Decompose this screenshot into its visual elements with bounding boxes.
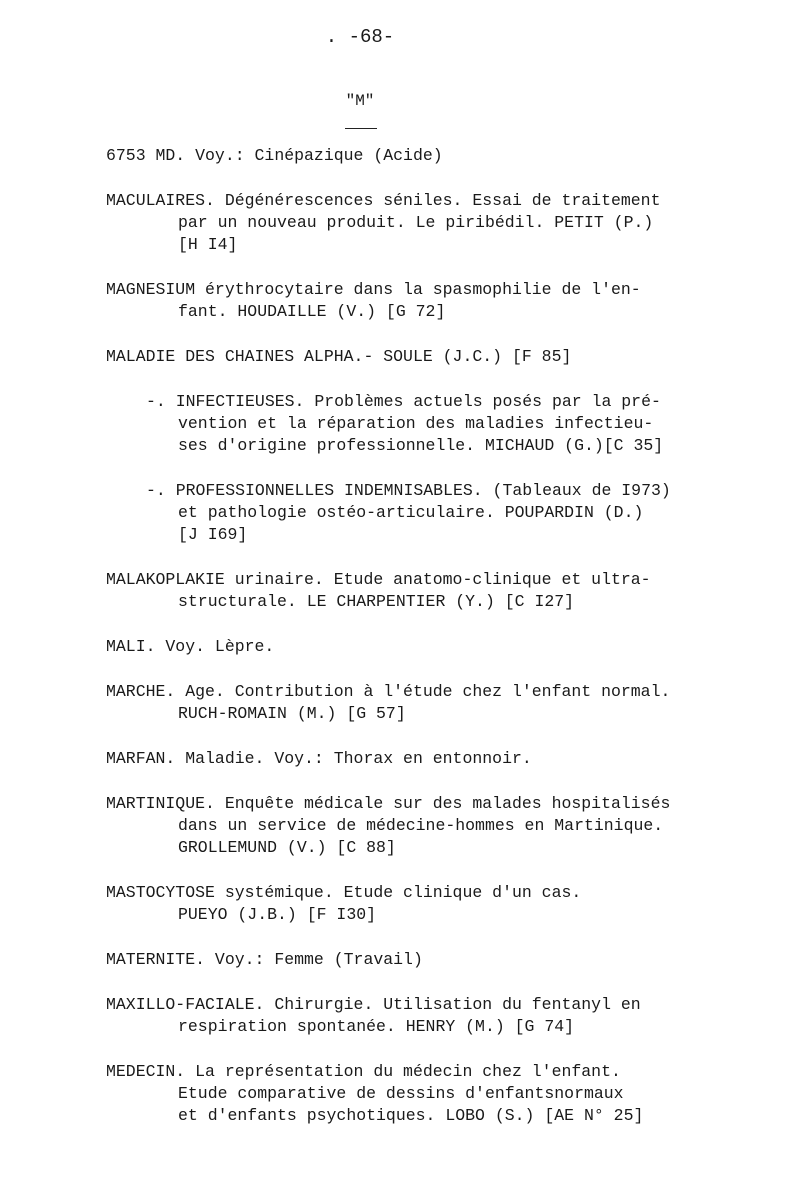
index-subentry-infectieuses: [106, 391, 726, 457]
entry-line: vention et la réparation des maladies infectieu-: [178, 414, 654, 433]
entry-line: MAGNESIUM érythrocytaire dans la spasmophilie de l'en-: [106, 280, 641, 299]
page-number: . -68-: [325, 26, 395, 48]
entry-line: -. PROFESSIONNELLES INDEMNISABLES. (Tableaux de I973): [146, 481, 671, 500]
index-entry-malakoplakie: [106, 569, 726, 613]
entry-line: MEDECIN. La représentation du médecin chez l'enfant.: [106, 1062, 621, 1081]
entry-line: MARFAN. Maladie. Voy.: Thorax en entonnoir.: [106, 749, 532, 768]
entry-line: Etude comparative de dessins d'enfantsnormaux: [178, 1084, 624, 1103]
entry-line: MALADIE DES CHAINES ALPHA.- SOULE (J.C.) [F 85]: [106, 347, 572, 366]
entry-line: MACULAIRES. Dégénérescences séniles. Essai de traitement: [106, 191, 661, 210]
entry-line: MAXILLO-FACIALE. Chirurgie. Utilisation du fentanyl en: [106, 995, 641, 1014]
entry-line: PUEYO (J.B.) [F I30]: [178, 905, 377, 924]
entry-line: et pathologie ostéo-articulaire. POUPARDIN (D.): [178, 503, 644, 522]
index-entry-maxillo-faciale: [106, 994, 726, 1038]
index-entry-maternite: [106, 949, 726, 971]
entry-line: [H I4]: [178, 235, 238, 254]
entry-line: 6753 MD. Voy.: Cinépazique (Acide): [106, 146, 443, 165]
entry-line: ses d'origine professionnelle. MICHAUD (G.)[C 35]: [178, 436, 664, 455]
entry-line: MARCHE. Age. Contribution à l'étude chez l'enfant normal.: [106, 682, 671, 701]
entry-line: et d'enfants psychotiques. LOBO (S.) [AE N° 25]: [178, 1106, 644, 1125]
entry-line: MALI. Voy. Lèpre.: [106, 637, 275, 656]
index-entry-martinique: [106, 793, 726, 859]
entry-line: par un nouveau produit. Le piribédil. PETIT (P.): [178, 213, 654, 232]
entry-line: dans un service de médecine-hommes en Martinique.: [178, 816, 664, 835]
entry-line: RUCH-ROMAIN (M.) [G 57]: [178, 704, 406, 723]
index-entry-mastocytose: [106, 882, 726, 926]
index-entry-marche: [106, 681, 726, 725]
index-entry-medecin: [106, 1061, 726, 1127]
index-entry-marfan: [106, 748, 726, 770]
entry-line: MATERNITE. Voy.: Femme (Travail): [106, 950, 423, 969]
entry-line: structurale. LE CHARPENTIER (Y.) [C I27]: [178, 592, 575, 611]
index-entry-maladie-chaines-alpha: [106, 346, 726, 368]
section-rule: [345, 128, 377, 129]
index-entry-magnesium: [106, 279, 726, 323]
entry-line: fant. HOUDAILLE (V.) [G 72]: [178, 302, 446, 321]
index-subentry-professionnelles: [106, 480, 726, 546]
index-entry-maculaires: [106, 190, 726, 256]
entry-line: MALAKOPLAKIE urinaire. Etude anatomo-clinique et ultra-: [106, 570, 651, 589]
entry-line: GROLLEMUND (V.) [C 88]: [178, 838, 396, 857]
entry-line: MASTOCYTOSE systémique. Etude clinique d'un cas.: [106, 883, 582, 902]
section-letter: "M": [345, 92, 375, 110]
entry-line: MARTINIQUE. Enquête médicale sur des malades hospitalisés: [106, 794, 671, 813]
entry-line: -. INFECTIEUSES. Problèmes actuels posés par la pré-: [146, 392, 661, 411]
entry-line: respiration spontanée. HENRY (M.) [G 74]: [178, 1017, 575, 1036]
index-entry-md: [106, 145, 726, 167]
entry-line: [J I69]: [178, 525, 248, 544]
index-entry-mali: [106, 636, 726, 658]
index-entries: [106, 145, 726, 1150]
